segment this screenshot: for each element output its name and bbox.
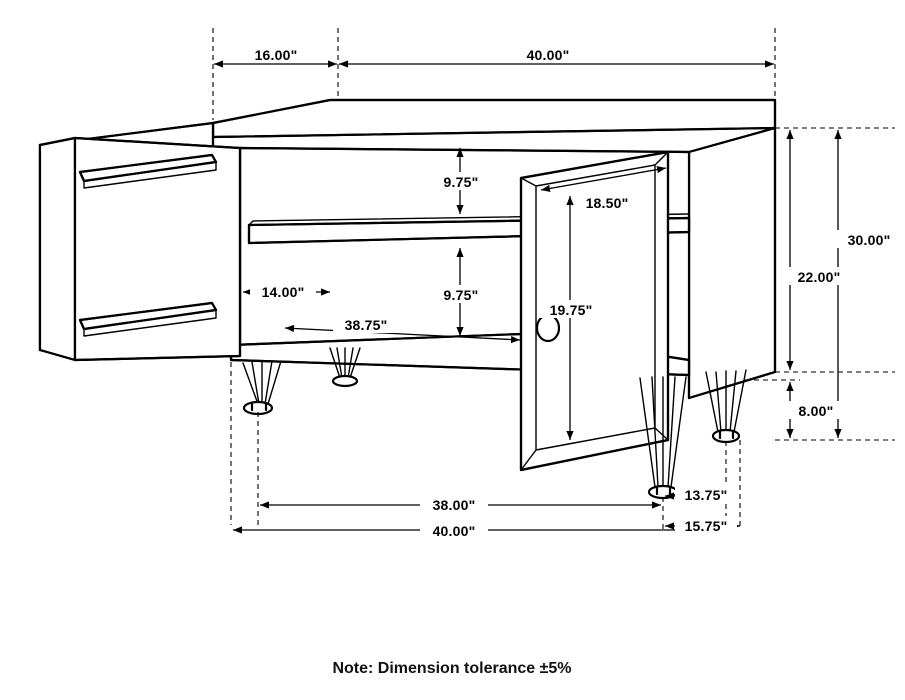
label-leg-span-outer: 15.75" — [684, 518, 728, 534]
right-door-knob — [537, 315, 559, 341]
label-overall-height: 30.00" — [847, 232, 891, 248]
left-door-edge — [40, 138, 75, 360]
tolerance-note: Note: Dimension tolerance ±5% — [332, 660, 572, 677]
label-leg-span-inner: 13.75" — [684, 487, 728, 503]
label-door-inner-height: 19.75" — [549, 302, 593, 318]
cabinet-right-side — [689, 128, 775, 398]
label-lower-shelf-height: 9.75" — [443, 287, 479, 303]
label-top-right-width: 40.00" — [526, 47, 570, 63]
label-base-width-inner: 38.00" — [432, 497, 476, 513]
cabinet-top-panel — [213, 100, 775, 137]
leg-front-left — [243, 361, 281, 414]
label-base-width-outer: 40.00" — [432, 523, 476, 539]
label-cabinet-height: 22.00" — [797, 269, 841, 285]
label-left-door-width: 14.00" — [261, 284, 305, 300]
label-upper-shelf-height: 9.75" — [443, 174, 479, 190]
label-top-left-width: 16.00" — [254, 47, 298, 63]
label-leg-height: 8.00" — [798, 403, 834, 419]
label-interior-width: 38.75" — [344, 317, 388, 333]
label-door-inner-width: 18.50" — [585, 195, 629, 211]
cabinet-illustration — [40, 100, 775, 498]
